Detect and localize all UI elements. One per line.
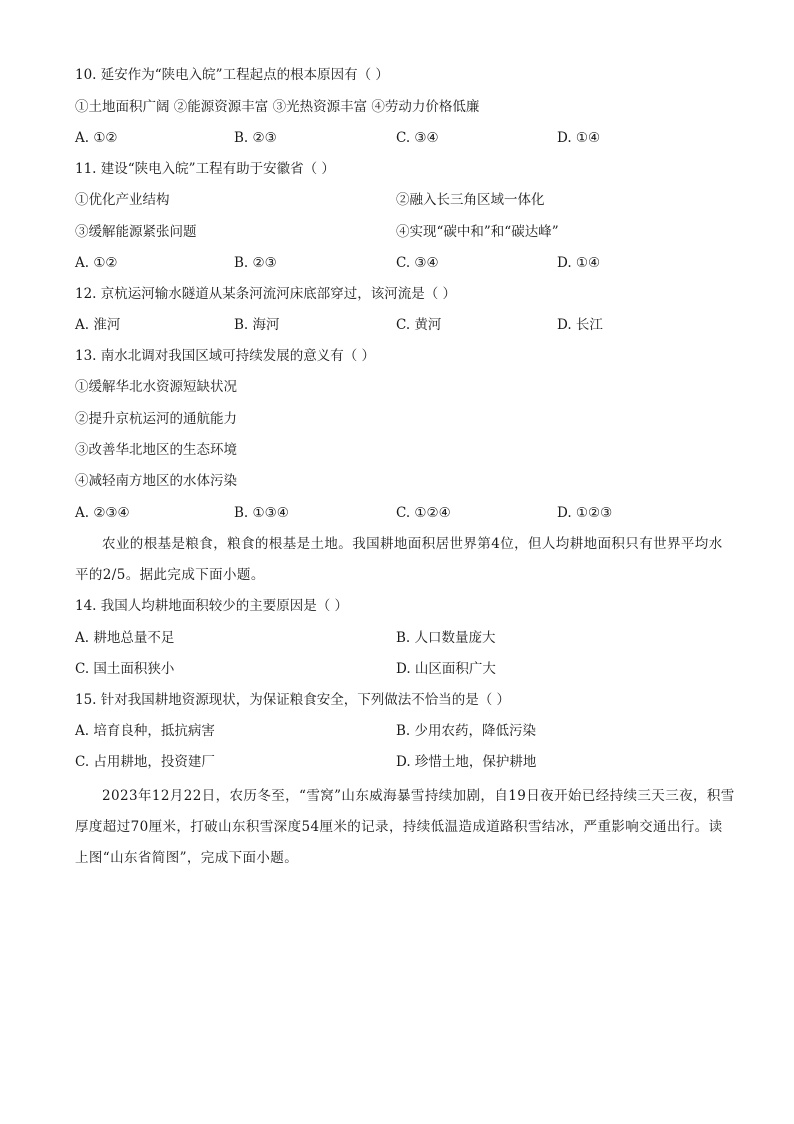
question-11-item-3: ③缓解能源紧张问题 — [75, 224, 197, 240]
question-11-option-b: B. ②③ — [234, 255, 277, 271]
question-13-option-c: C. ①②④ — [396, 505, 451, 521]
reading-passage-farmland: 农业的根基是粮食，粮食的根基是土地。我国耕地面积居世界第4位，但人均耕地面积只有世界平均水平的2/5。据此完成下面小题。 — [75, 536, 723, 583]
question-14-option-b: B. 人口数量庞大 — [396, 630, 496, 646]
question-13-item-1: ①缓解华北水资源短缺状况 — [75, 379, 237, 395]
question-14-option-a: A. 耕地总量不足 — [75, 630, 175, 646]
reading-passage-snowstorm: 2023年12月22日，农历冬至，“雪窝”山东威海暴雪持续加剧，自19日夜开始已经持续三天三夜，积雪厚度超过70厘米，打破山东积雪深度54厘米的记录，持续低温造成道路积雪结冰，严重影响交通出行。读上图“山东省简图”，完成下面小题。 — [75, 788, 735, 866]
question-15-option-c: C. 占用耕地，投资建厂 — [75, 754, 215, 770]
question-15-option-d: D. 珍惜土地，保护耕地 — [396, 754, 537, 770]
question-10-option-c: C. ③④ — [396, 130, 439, 146]
question-12-option-d: D. 长江 — [557, 317, 603, 333]
question-13-stem: 13. 南水北调对我国区域可持续发展的意义有（ ） — [75, 348, 376, 364]
question-15-stem: 15. 针对我国耕地资源现状，为保证粮食安全，下列做法不恰当的是（ ） — [75, 692, 511, 708]
question-12-option-b: B. 海河 — [234, 317, 280, 333]
question-14-stem: 14. 我国人均耕地面积较少的主要原因是（ ） — [75, 598, 349, 614]
question-11-stem: 11. 建设“陕电入皖”工程有助于安徽省（ ） — [75, 161, 335, 177]
question-10-stem: 10. 延安作为“陕电入皖”工程起点的根本原因有（ ） — [75, 67, 389, 83]
question-11-option-a: A. ①② — [75, 255, 118, 271]
question-11-option-c: C. ③④ — [396, 255, 439, 271]
question-12-stem: 12. 京杭运河输水隧道从某条河流河床底部穿过，该河流是（ ） — [75, 286, 457, 302]
question-15-option-a: A. 培育良种，抵抗病害 — [75, 723, 215, 739]
question-10-option-d: D. ①④ — [557, 130, 601, 146]
question-11-item-4: ④实现“碳中和”和“碳达峰” — [396, 224, 559, 240]
question-11-option-d: D. ①④ — [557, 255, 601, 271]
question-13-option-d: D. ①②③ — [557, 505, 613, 521]
question-13-option-b: B. ①③④ — [234, 505, 289, 521]
question-11-item-2: ②融入长三角区域一体化 — [396, 192, 545, 208]
question-12-option-c: C. 黄河 — [396, 317, 442, 333]
question-12-option-a: A. 淮河 — [75, 317, 121, 333]
question-15-option-b: B. 少用农药，降低污染 — [396, 723, 537, 739]
question-10-option-b: B. ②③ — [234, 130, 277, 146]
question-14-option-d: D. 山区面积广大 — [396, 661, 496, 677]
question-13-item-2: ②提升京杭运河的通航能力 — [75, 411, 237, 427]
question-13-item-3: ③改善华北地区的生态环境 — [75, 442, 237, 458]
question-14-option-c: C. 国土面积狭小 — [75, 661, 175, 677]
question-10-option-a: A. ①② — [75, 130, 118, 146]
question-13-option-a: A. ②③④ — [75, 505, 130, 521]
question-11-item-1: ①优化产业结构 — [75, 192, 170, 208]
question-13-item-4: ④减轻南方地区的水体污染 — [75, 473, 237, 489]
question-10-items: ①土地面积广阔 ②能源资源丰富 ③光热资源丰富 ④劳动力价格低廉 — [75, 99, 480, 115]
